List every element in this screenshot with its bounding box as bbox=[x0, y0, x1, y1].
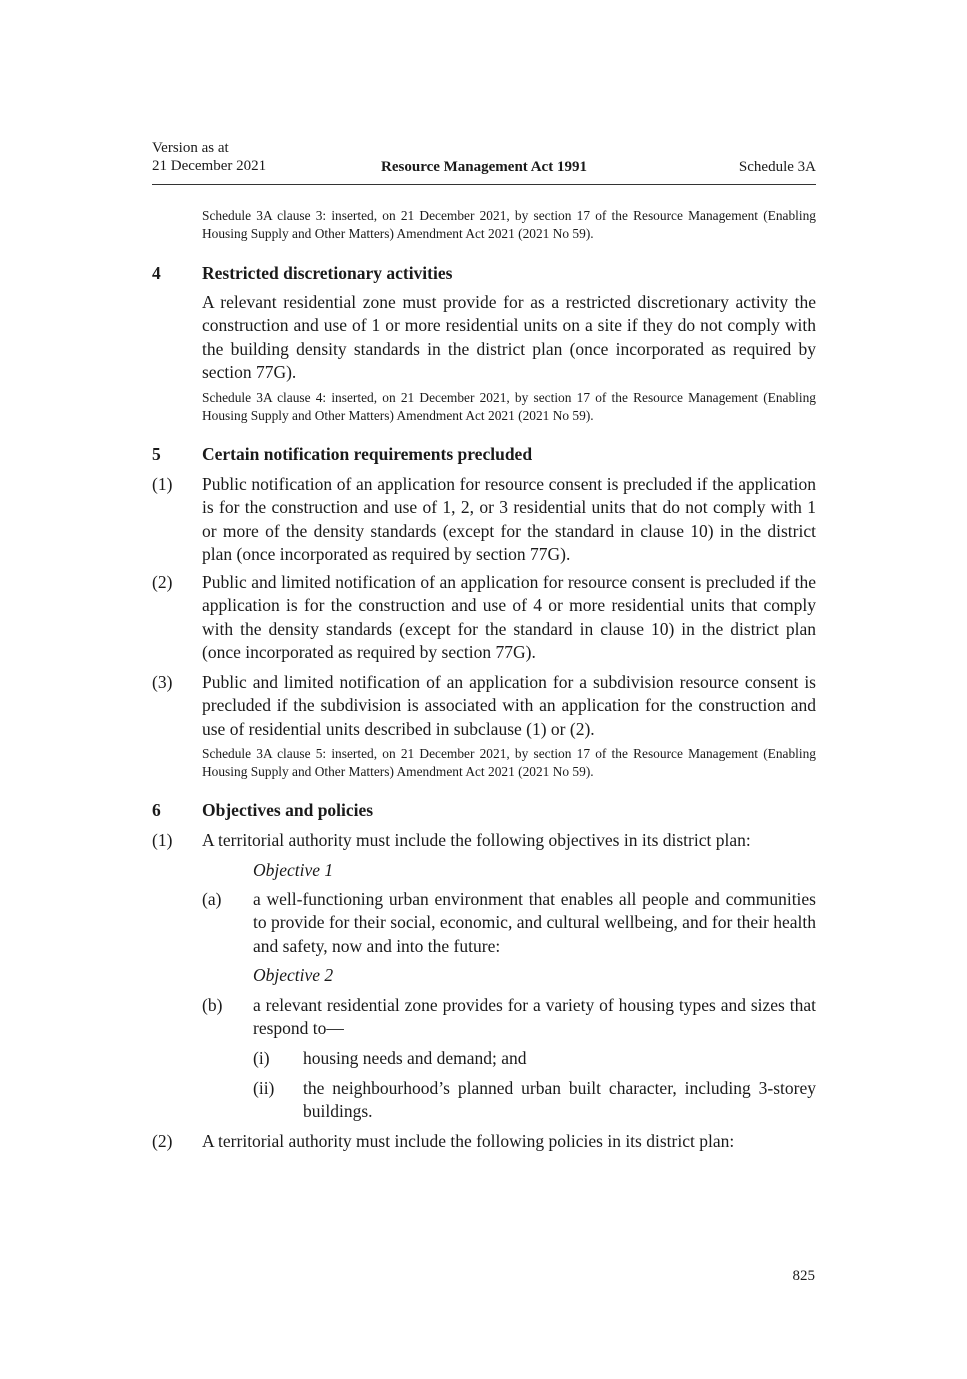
history-note-clause-5: Schedule 3A clause 5: inserted, on 21 December 2021, by section 17 of the Resource Management (Enabling Housing Supply and Other Matters) Amendment Act 2021 (2021 No 59). bbox=[202, 746, 816, 779]
version-label: Version as at bbox=[152, 140, 229, 156]
subparagraph-text: housing needs and demand; and bbox=[303, 1048, 527, 1068]
clause-4-heading: Restricted discretionary activities bbox=[202, 263, 453, 283]
page-number: 825 bbox=[792, 1268, 815, 1284]
paragraph-label: (b) bbox=[202, 995, 223, 1015]
subclause-label: (1) bbox=[152, 830, 173, 850]
clause-5-heading: Certain notification requirements precluded bbox=[202, 444, 533, 464]
version-date-value: 21 December 2021 bbox=[152, 158, 267, 174]
history-note-clause-4: Schedule 3A clause 4: inserted, on 21 December 2021, by section 17 of the Resource Management (Enabling Housing Supply and Other Matters) Amendment Act 2021 (2021 No 59). bbox=[202, 390, 816, 423]
paragraph-text: a well-functioning urban environment that enables all people and communities to provide for their social, economic, and cultural wellbeing, and for their health and safety, now and into the future: bbox=[253, 889, 816, 956]
running-header bbox=[152, 139, 816, 185]
clause-5-number: 5 bbox=[152, 444, 161, 464]
subclause-text: Public and limited notification of an application for resource consent is precluded if the application is for the construction and use of 4 or more residential units that comply with the density standards (except for the standard in clause 10) in the district plan (once incorporated as required by section 77G). bbox=[202, 572, 816, 662]
clause-6-number: 6 bbox=[152, 800, 161, 820]
subclause-label: (2) bbox=[152, 1131, 173, 1151]
objective-1-title: Objective 1 bbox=[253, 860, 334, 880]
act-title: Resource Management Act 1991 bbox=[381, 159, 587, 175]
subclause-text: A territorial authority must include the following policies in its district plan: bbox=[202, 1131, 735, 1151]
subclause-text: A territorial authority must include the following objectives in its district plan: bbox=[202, 830, 751, 850]
paragraph-label: (a) bbox=[202, 889, 222, 909]
clause-6-heading: Objectives and policies bbox=[202, 800, 374, 820]
paragraph-text: a relevant residential zone provides for a variety of housing types and sizes that respond to— bbox=[253, 995, 816, 1039]
subclause-text: Public notification of an application for resource consent is precluded if the application is for the construction and use of 1, 2, or 3 residential units that do not comply with 1 or more of the density standards (except for the standard in clause 10) in the district plan (once incorporated as required by section 77G). bbox=[202, 474, 816, 564]
subclause-label: (1) bbox=[152, 474, 173, 494]
schedule-label: Schedule 3A bbox=[738, 159, 816, 175]
objective-2-title: Objective 2 bbox=[253, 965, 334, 985]
subparagraph-label: (i) bbox=[253, 1048, 270, 1068]
clause-4-number: 4 bbox=[152, 263, 161, 283]
subparagraph-text: the neighbourhood’s planned urban built character, including 3-storey buildings. bbox=[303, 1078, 816, 1122]
clause-4-text: A relevant residential zone must provide for as a restricted discretionary activity the construction and use of 1 or more residential units on a site if they do not comply with the building density standards in the district plan (once incorporated as required by section 77G). bbox=[202, 292, 816, 382]
history-note-clause-3: Schedule 3A clause 3: inserted, on 21 December 2021, by section 17 of the Resource Management (Enabling Housing Supply and Other Matters) Amendment Act 2021 (2021 No 59). bbox=[202, 208, 816, 241]
subclause-label: (3) bbox=[152, 672, 173, 692]
subclause-label: (2) bbox=[152, 572, 173, 592]
subparagraph-label: (ii) bbox=[253, 1078, 275, 1098]
subclause-text: Public and limited notification of an application for a subdivision resource consent is precluded if the subdivision is associated with an application for the construction and use of residential units described in subclause (1) or (2). bbox=[202, 672, 816, 739]
